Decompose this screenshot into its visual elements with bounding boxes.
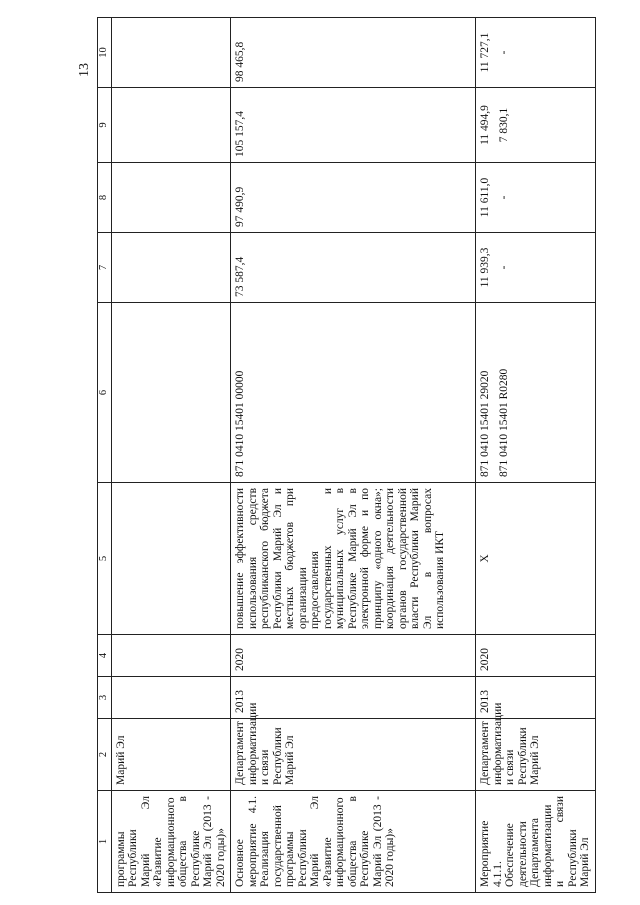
column-header: 8: [98, 163, 112, 233]
table-row: [111, 18, 231, 893]
amount-cell: [476, 18, 596, 88]
table-row: [476, 18, 596, 893]
budget-code-cell: [111, 303, 231, 483]
rotated-table-sheet: [97, 18, 591, 893]
program-name-cell: программы Республики Марий Эл «Развитие информационного общества в Республике Марий Эл (2013 - 2020 годы)»: [111, 791, 231, 893]
end-year-cell: 2020: [231, 635, 476, 677]
column-header: 7: [98, 233, 112, 303]
column-header: 2: [98, 719, 112, 791]
column-header: 3: [98, 677, 112, 719]
amount-cell: [476, 163, 596, 233]
start-year-cell: 2013: [476, 677, 596, 719]
amount-line: -: [497, 195, 510, 200]
table-row: [231, 18, 476, 893]
column-header: 1: [98, 791, 112, 893]
amount-line: 11 494,9: [479, 105, 491, 145]
end-year-cell: [111, 635, 231, 677]
amount-line: 7 830,1: [497, 107, 510, 143]
budget-code-line: 871 0410 15401 R0280: [497, 368, 510, 477]
program-name-cell: Мероприятие 4.1.1. Обеспечение деятельности Департамента информатизации и связи Республики Марий Эл: [476, 791, 596, 893]
amount-cell: [476, 233, 596, 303]
amount-line: 11 939,3: [479, 247, 491, 288]
amount-cell: [111, 233, 231, 303]
result-cell: Х: [476, 483, 596, 635]
amount-line: -: [497, 265, 510, 270]
result-cell: [111, 483, 231, 635]
amount-cell: [111, 163, 231, 233]
budget-code-cell: 871 0410 15401 00000: [231, 303, 476, 483]
amount-cell: 98 465,8: [231, 18, 476, 88]
end-year-cell: 2020: [476, 635, 596, 677]
executor-cell: Департамент информатизации и связи Республики Марий Эл: [231, 719, 476, 791]
amount-line: -: [497, 50, 510, 55]
amount-line: 11 611,0: [479, 177, 491, 218]
amount-cell: [111, 88, 231, 163]
result-cell: повышение эффективности использования средств республиканского бюджета Республики Марий Эл и местных бюджетов при организации предоставления государственных и муниципальных услуг в Республике Марий Эл в электронной форме и по принципу «одного окна»; координация деятельности органов государственной власти Республики Марий Эл в вопросах использования ИКТ: [231, 483, 476, 635]
executor-cell: Департамент информатизации и связи Республики Марий Эл: [476, 719, 596, 791]
amount-cell: 73 587,4: [231, 233, 476, 303]
amount-cell: [476, 88, 596, 163]
start-year-cell: [111, 677, 231, 719]
start-year-cell: 2013: [231, 677, 476, 719]
column-header: 6: [98, 303, 112, 483]
amount-cell: [111, 18, 231, 88]
header-row: [98, 18, 112, 893]
amount-cell: 97 490,9: [231, 163, 476, 233]
column-header: 4: [98, 635, 112, 677]
column-header: 10: [98, 18, 112, 88]
budget-code-cell: [476, 303, 596, 483]
column-header: 9: [98, 88, 112, 163]
executor-cell: Марий Эл: [111, 719, 231, 791]
budget-code-line: 871 0410 15401 29020: [479, 370, 491, 477]
amount-cell: 105 157,4: [231, 88, 476, 163]
column-header: 5: [98, 483, 112, 635]
page-number: 13: [77, 63, 92, 77]
program-name-cell: Основное мероприятие 4.1. Реализация государственной программы Республики Марий Эл «Развитие информационного общества в Республике Марий Эл (2013 - 2020 годы)»: [231, 791, 476, 893]
program-table: [97, 17, 596, 893]
amount-line: 11 727,1: [479, 32, 491, 73]
